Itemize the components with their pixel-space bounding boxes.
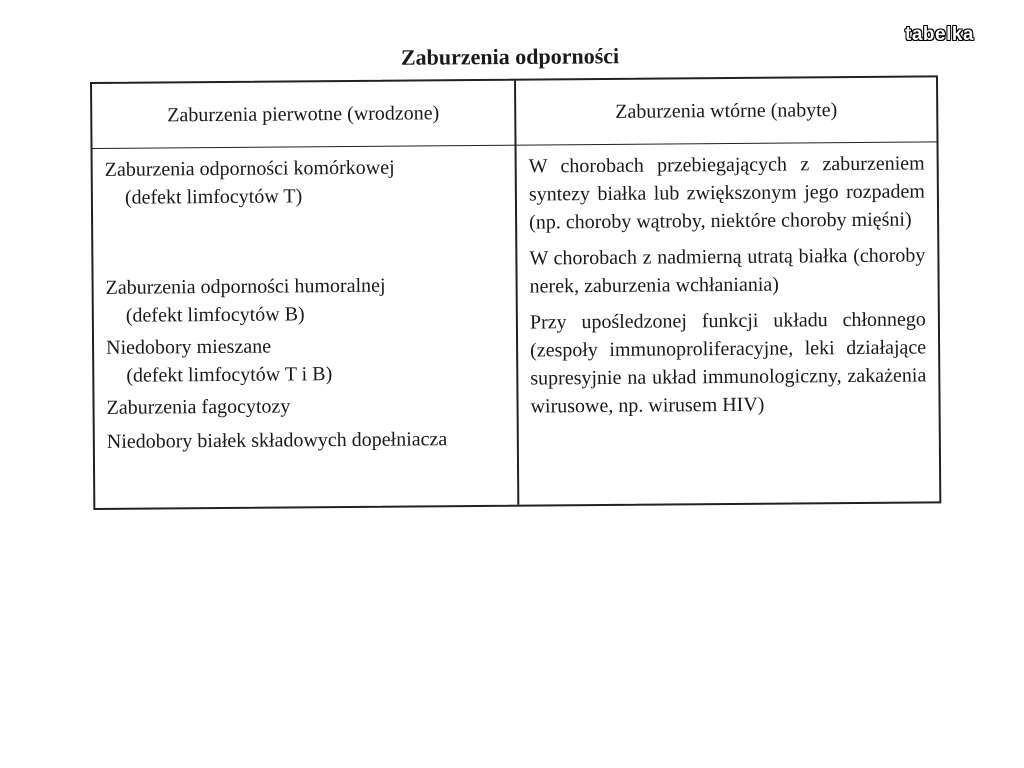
entry-detail: (defekt limfocytów T i B) bbox=[126, 363, 333, 387]
list-item bbox=[106, 331, 506, 390]
immunity-disorders-table bbox=[90, 75, 941, 510]
corner-tag-label: tabelka bbox=[905, 24, 974, 45]
page-title: Zaburzenia odporności bbox=[400, 43, 620, 70]
list-item bbox=[106, 271, 506, 330]
entry-title: Niedobory białek składowych dopełniacza bbox=[106, 428, 448, 453]
entry-title: Zaburzenia fagocytozy bbox=[106, 395, 291, 419]
entry-title: Zaburzenia odporności komórkowej bbox=[104, 156, 395, 181]
list-item: Przy upośledzonej funkcji układu chłonnego (zespoły immunoproliferacyjne, leki działające supresyjnie na układ immunologiczny, zakażenia wirusowe, np. wirusem HIV) bbox=[529, 308, 927, 418]
list-item: W chorobach z nadmierną utratą białka (choroby nerek, zaburzenia wchłaniania) bbox=[529, 244, 926, 298]
entry-detail: (defekt limfocytów T) bbox=[124, 185, 303, 209]
header-primary-disorders: Zaburzenia pierwotne (wrodzone) bbox=[167, 101, 440, 126]
header-secondary-disorders: Zaburzenia wtórne (nabyte) bbox=[615, 98, 838, 123]
entry-detail: (defekt limfocytów B) bbox=[125, 303, 305, 327]
primary-disorders-column bbox=[105, 153, 507, 456]
list-item bbox=[106, 391, 506, 422]
table-header-row bbox=[92, 77, 936, 149]
entry-title: Zaburzenia odporności humoralnej bbox=[105, 274, 386, 299]
secondary-disorders-column bbox=[529, 149, 927, 428]
entry-title: Niedobory mieszane bbox=[106, 335, 272, 359]
list-item: W chorobach przebiegających z zaburzeniem syntezy białka lub zwiększonym jego rozpadem (np. choroby wątroby, niektóre choroby mięśni) bbox=[528, 152, 925, 234]
list-item bbox=[107, 425, 507, 456]
list-item bbox=[105, 153, 505, 212]
